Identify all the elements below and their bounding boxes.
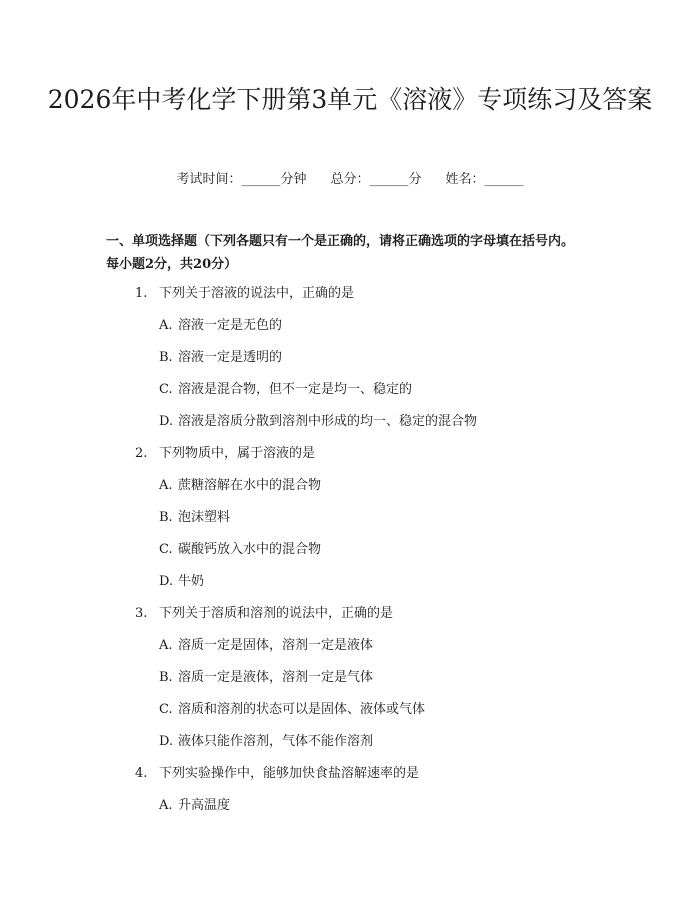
time-label: 考试时间： (176, 172, 242, 187)
option-text: 溶液一定是透明的 (178, 350, 283, 365)
option-2a (159, 474, 321, 493)
option-text: 溶液是混合物，但不一定是均一、稳定的 (178, 382, 413, 397)
option-text: 液体只能作溶剂，气体不能作溶剂 (178, 734, 374, 749)
option-4a (159, 794, 230, 813)
option-letter: A. (159, 798, 173, 813)
option-1a (159, 314, 282, 333)
page-title: 2026年中考化学下册第3单元《溶液》专项练习及答案 (47, 85, 653, 114)
time-blank: ______ (241, 172, 281, 187)
question-1 (135, 282, 354, 301)
option-letter: B. (159, 510, 173, 525)
question-number: 4. (135, 766, 148, 781)
section-heading: 一、单项选择题（下列各题只有一个是正确的，请将正确选项的字母填在括号内。每小题2分，共20分） (106, 234, 575, 272)
question-number: 2. (135, 446, 148, 461)
option-text: 泡沫塑料 (178, 510, 231, 525)
option-letter: C. (159, 702, 173, 717)
option-3b (159, 666, 373, 685)
name-blank: ______ (484, 172, 524, 187)
question-text: 下列物质中，属于溶液的是 (159, 446, 316, 461)
question-4 (135, 762, 419, 781)
question-number: 1. (135, 286, 148, 301)
exam-meta (0, 168, 700, 187)
option-text: 溶质一定是固体，溶剂一定是液体 (178, 638, 374, 653)
option-text: 溶质和溶剂的状态可以是固体、液体或气体 (178, 702, 426, 717)
option-3a (159, 634, 373, 653)
option-text: 溶液一定是无色的 (178, 318, 283, 333)
option-letter: B. (159, 350, 173, 365)
option-1d (159, 410, 477, 429)
option-letter: C. (159, 542, 173, 557)
option-letter: B. (159, 670, 173, 685)
score-blank: ______ (369, 172, 409, 187)
question-2 (135, 442, 315, 461)
option-text: 蔗糖溶解在水中的混合物 (178, 478, 322, 493)
question-number: 3. (135, 606, 148, 621)
option-letter: D. (159, 734, 174, 749)
option-text: 碳酸钙放入水中的混合物 (178, 542, 322, 557)
question-text: 下列关于溶质和溶剂的说法中，正确的是 (159, 606, 394, 621)
option-text: 溶质一定是液体，溶剂一定是气体 (178, 670, 374, 685)
option-2c (159, 538, 321, 557)
question-3 (135, 602, 393, 621)
time-unit: 分钟 (280, 172, 307, 187)
option-1c (159, 378, 412, 397)
name-label: 姓名： (445, 172, 485, 187)
option-3c (159, 698, 425, 717)
option-text: 升高温度 (178, 798, 231, 813)
option-letter: A. (159, 318, 173, 333)
score-unit: 分 (408, 172, 422, 187)
option-text: 溶液是溶质分散到溶剂中形成的均一、稳定的混合物 (178, 414, 478, 429)
option-letter: C. (159, 382, 173, 397)
option-letter: A. (159, 478, 173, 493)
option-letter: D. (159, 574, 174, 589)
option-letter: A. (159, 638, 173, 653)
option-3d (159, 730, 373, 749)
question-text: 下列关于溶液的说法中，正确的是 (159, 286, 355, 301)
score-label: 总分： (330, 172, 370, 187)
option-2b (159, 506, 230, 525)
option-2d (159, 570, 204, 589)
question-text: 下列实验操作中，能够加快食盐溶解速率的是 (159, 766, 420, 781)
option-text: 牛奶 (178, 574, 205, 589)
option-letter: D. (159, 414, 174, 429)
option-1b (159, 346, 282, 365)
